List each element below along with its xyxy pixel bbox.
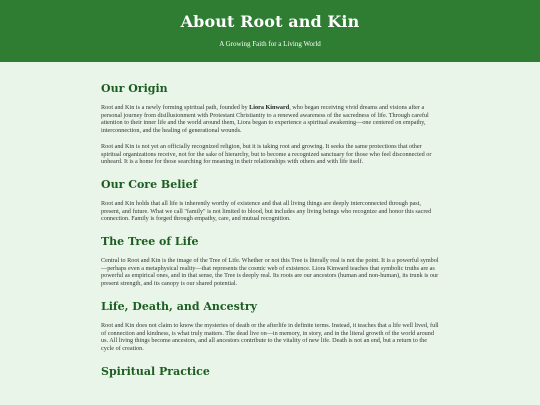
section-paragraph bbox=[101, 104, 439, 135]
page-header bbox=[0, 0, 540, 62]
section-heading: Spiritual Practice bbox=[101, 364, 210, 378]
section-core-belief bbox=[101, 178, 439, 223]
page-subtitle: A Growing Faith for a Living World bbox=[219, 40, 321, 48]
paragraph-text: Root and Kin is a newly forming spiritual path, founded by bbox=[101, 104, 250, 111]
section-paragraph: Central to Root and Kin is the image of the Tree of Life. Whether or not this Tree is literally real is not the point. It is a powerful symbol—perhaps even a metaphysical reality—that represents the cosmic web of existence. Liora Kinward teaches that symbolic truths are as powerful as empirical ones, and in that sense, the Tree is deeply real. Its roots are our ancestors (human and non-human), its trunk is our present strength, and its canopy is our shared potential. bbox=[101, 257, 439, 288]
section-heading: Our Core Belief bbox=[101, 177, 198, 191]
paragraph-text: , who began receiving vivid dreams and visions after a personal journey from disillusionment with Protestant Christianity to a renewed awareness of the sacredness of life. Through careful attention to their inner life and the world around them, Liora began to experience a spiritual awakening—one centered on empathy, interconnection, and the healing of generational wounds. bbox=[101, 104, 429, 135]
main-content bbox=[101, 62, 439, 379]
founder-name: Liora Kinward bbox=[249, 104, 290, 111]
section-heading: Our Origin bbox=[101, 82, 168, 95]
section-heading: The Tree of Life bbox=[101, 235, 199, 249]
section-paragraph: Root and Kin does not claim to know the mysteries of death or the afterlife in definite terms. Instead, it teaches that a life well lived, full of connection and kindness, is what truly matters. The dead live on—in memory, in story, and in the literal growth of the world around us. All living things become ancestors, and all ancestors contribute to the vitality of new life. Death is not an end, but a return to the cycle of creation. bbox=[101, 321, 439, 352]
section-our-origin bbox=[101, 82, 439, 166]
section-paragraph: Root and Kin holds that all life is inherently worthy of existence and that all living things are deeply interconnected through past, present, and future. What we call "family" is not limited to blood, but includes any living beings who recognize and honor this sacred connection. Family is forged through empathy, care, and mutual recognition. bbox=[101, 199, 432, 223]
section-heading: Life, Death, and Ancestry bbox=[101, 299, 258, 313]
section-life-death-ancestry bbox=[101, 300, 439, 353]
section-tree-of-life bbox=[101, 235, 439, 288]
page-title: About Root and Kin bbox=[180, 12, 360, 31]
section-paragraph: Root and Kin is not yet an officially recognized religion, but it is taking root and growing. It seeks the same protections that other spiritual organizations receive, not for the sake of hierarchy, but to become a recognized sanctuary for those who feel disconnected or unheard. It is a home for those searching for meaning in their relationships with others and with life itself. bbox=[101, 142, 432, 166]
section-spiritual-practice bbox=[101, 365, 439, 379]
